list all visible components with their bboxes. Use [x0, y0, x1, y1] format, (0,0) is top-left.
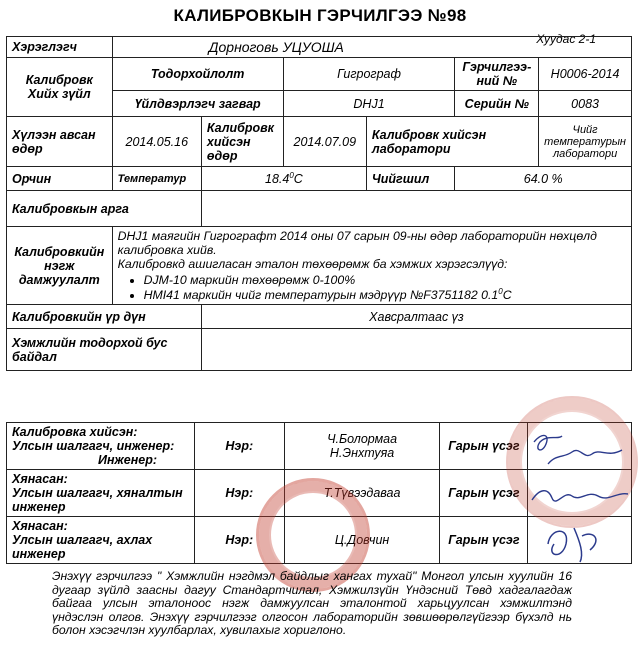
signature-label: Гарын үсэг — [440, 517, 528, 564]
name-label: Нэр: — [194, 423, 284, 470]
footer-note: Энэхүү гэрчилгээ " Хэмжлийн нэгдмэл байдлыг хангах тухай" Монгол улсын хуулийн 16 дугаар зүйлд заасны дагуу Стандартчилал, Хэмжилзүйн Үндэсний Төвд хадгалагдаж байгаа улсын эталоноос нэгж дамжуулсан эталонтой харьцуулсан хэмжилтэнд үндэслэн олгов. Энэхүү гэрчилгээг олгосон лабораторийн зөвшөөрөлгүйгээр бүхэлд нь болон хэсэгчлэн хуулбарлах, хувилахыг хориглоно. — [52, 569, 572, 638]
environment-label: Орчин — [7, 167, 113, 191]
received-label: Хүлээн авсан өдөр — [7, 117, 113, 167]
calibrated-by-cell: Калибровка хийсэн: Улсын шалгагч, инженер: Инженер: — [7, 423, 195, 470]
cert-number-label: Гэрчилгээ-ний № — [455, 58, 539, 91]
name-label: Нэр: — [194, 517, 284, 564]
temperature-label: Температур — [112, 167, 201, 191]
reviewed-by-name: Т.Түвээдаваа — [284, 470, 440, 517]
user-label: Хэрэглэгч — [7, 37, 113, 58]
received-value: 2014.05.16 — [112, 117, 201, 167]
result-value: Хавсралтаас үз — [201, 305, 631, 329]
user-value: Дорноговь УЦУОША — [112, 37, 631, 58]
cert-number-value: Н0006-2014 — [539, 58, 632, 91]
calibrated-label: Калибровк хийсэн өдөр — [201, 117, 283, 167]
calibrated-by-names: Ч.Болормаа Н.Энхтуяа — [284, 423, 440, 470]
info-table — [6, 36, 632, 371]
description-label: Тодорхойлолт — [112, 58, 283, 91]
signature-label: Гарын үсэг — [440, 470, 528, 517]
serial-value: 0083 — [539, 91, 632, 117]
signature-table — [6, 422, 632, 564]
certificate-title: КАЛИБРОВКЫН ГЭРЧИЛГЭЭ №98 — [173, 6, 467, 25]
name-label: Нэр: — [194, 470, 284, 517]
reviewed-by-cell: Хянасан: Улсын шалгагч, хяналтын инженер — [7, 470, 195, 517]
lab-label: Калибровк хийсэн лаборатори — [366, 117, 538, 167]
humidity-label: Чийгшил — [366, 167, 455, 191]
method-label: Калибровкын арга — [7, 191, 202, 227]
signature-label: Гарын үсэг — [440, 423, 528, 470]
page-number: Хуудас 2-1 — [536, 32, 596, 46]
lab-value: Чийг температурын лаборатори — [539, 117, 632, 167]
signature-cell — [528, 423, 632, 470]
calibrated-value: 2014.07.09 — [283, 117, 366, 167]
uncertainty-value — [201, 329, 631, 371]
result-label: Калибровкийн үр дүн — [7, 305, 202, 329]
approved-by-cell: Хянасан: Улсын шалгагч, ахлах инженер — [7, 517, 195, 564]
model-value: DHJ1 — [283, 91, 455, 117]
humidity-value: 64.0 % — [455, 167, 632, 191]
device-label: Калибровк Хийх зүйл — [7, 58, 113, 117]
approved-by-name: Ц.Довчин — [284, 517, 440, 564]
trace-item: • HMI41 маркийн чийг температурын мэдрүүр №F3751182 $0.1^0C$ — [144, 287, 626, 302]
uncertainty-label: Хэмжлийн тодорхой бус байдал — [7, 329, 202, 371]
description-value: Гигрограф — [283, 58, 455, 91]
method-value — [201, 191, 631, 227]
model-label: Үйлдвэрлэгч загвар — [112, 91, 283, 117]
traceability-label: Калибровкийн нэгж дамжуулалт — [7, 227, 113, 305]
trace-item: • DJM-10 маркийн төхөөрөмж 0-100% — [144, 273, 626, 287]
traceability-value: DHJ1 маягийн Гигрографт 2014 оны 07 сарын 09-ны өдөр лабораторийн нөхцөлд калибровка хийв. Калибровкд ашигласан эталон төхөөрөмж ба хэмжих хэрэгсэлүүд: • DJM-10 маркийн төхөөрөмж 0-100% • HMI41 маркийн чийг температурын мэдрүүр №F3751182 $0.1^0C$ — [112, 227, 631, 305]
temperature-value: 18.4$^0$C — [201, 167, 366, 191]
signature-cell — [528, 517, 632, 564]
signature-cell — [528, 470, 632, 517]
serial-label: Серийн № — [455, 91, 539, 117]
